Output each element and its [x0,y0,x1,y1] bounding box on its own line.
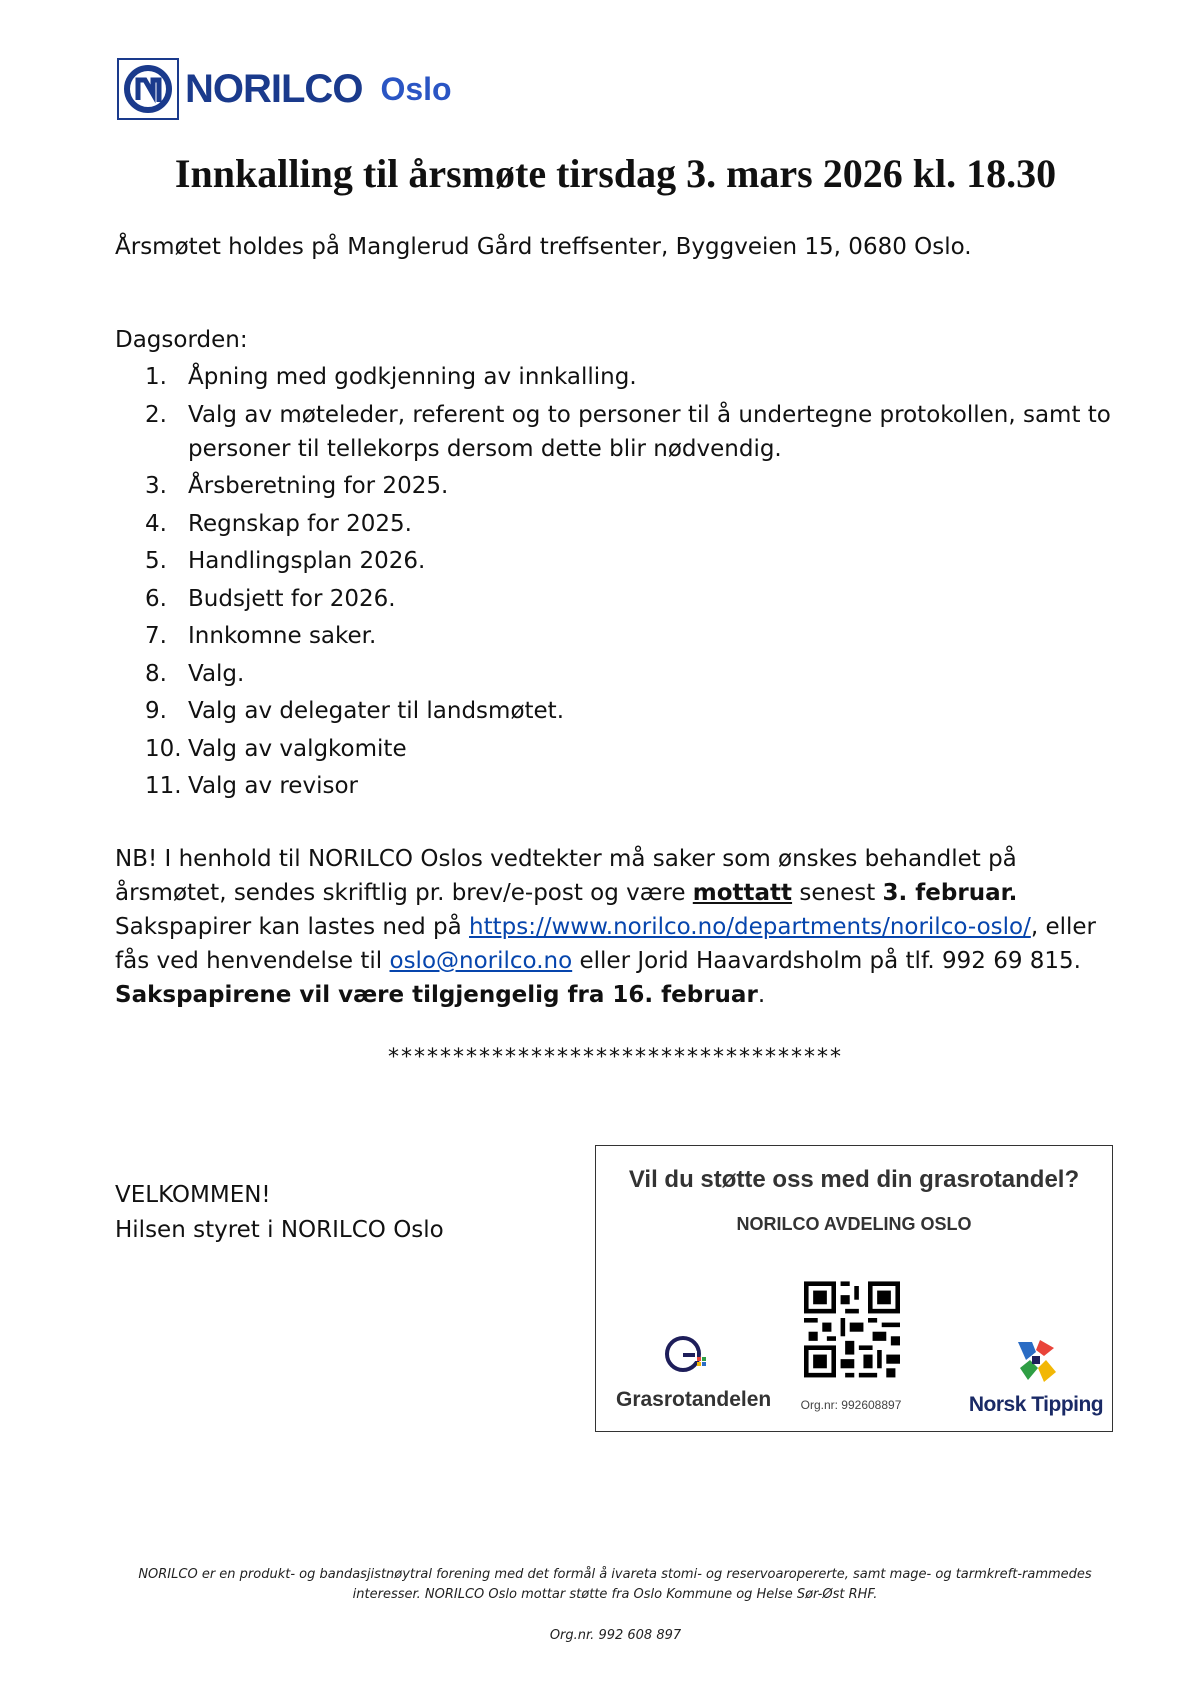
footer-text: NORILCO er en produkt- og bandasjistnøytral forening med det formål å ivareta stomi- og reservoaropererte, samt mage- og tarmkreft-rammedes interesser. NORILCO Oslo mottar støtte fra Oslo Kommune og Helse Sør-Øst RHF. [138,1567,1092,1602]
norsk-tipping-label: Norsk Tipping [968,1393,1104,1416]
agenda-item: 9. Valg av delegater til landsmøtet. [145,698,565,724]
separator: *********************************** [388,1045,843,1070]
qr-code-icon[interactable] [804,1281,900,1387]
page-title: Innkalling til årsmøte tirsdag 3. mars 2026 kl. 18.30 [174,151,1057,196]
received-emphasis: mottatt [692,880,793,906]
agenda-item: 3. Årsberetning for 2025. [145,473,449,499]
logo-city: Oslo [380,70,452,107]
grasrotandelen-logo [616,1331,772,1412]
agenda-item: 2. Valg av møteleder, referent og to personer til å undertegne protokollen, samt to personer til tellekorps dersom dette blir nødvendig. [145,401,1111,462]
logo-brand: NORILCO [185,66,363,111]
norilco-logo [117,58,452,120]
agenda-item: 5. Handlingsplan 2026. [145,548,426,574]
agenda-item: 10. Valg av valgkomite [145,735,407,762]
agenda-item: 6. Budsjett for 2026. [145,585,396,612]
welcome-block [115,1178,444,1248]
agenda-item: 7. Innkomne saker. [145,623,377,649]
agenda-heading: Dagsorden: [115,327,248,353]
availability-note: Sakspapirene vil være tilgjengelig fra 16. februar [115,982,758,1008]
agenda-item: 4. Regnskap for 2025. [145,510,412,537]
grasrot-org-name: NORILCO AVDELING OSLO [736,1214,972,1234]
documents-link[interactable]: https://www.norilco.no/departments/norilco-oslo/ [469,914,1031,940]
agenda-item: 11. Valg av revisor [145,773,358,799]
deadline-date: 3. februar. [882,880,1018,906]
agenda-item: 8. Valg. [145,660,245,687]
norsk-tipping-logo [966,1338,1106,1417]
welcome-line: VELKOMMEN! [115,1182,271,1208]
grasrot-orgnr: Org.nr: 992608897 [800,1398,902,1412]
agenda-list [115,360,1125,807]
grasrot-g-icon [661,1331,711,1377]
norilco-emblem-icon [117,58,179,120]
grasrot-question: Vil du støtte oss med din grasrotandel? [628,1166,1080,1193]
greeting-line: Hilsen styret i NORILCO Oslo [115,1217,444,1243]
venue-text: Årsmøtet holdes på Manglerud Gård treffsenter, Byggveien 15, 0680 Oslo. [115,234,972,260]
footer-orgnr: Org.nr. 992 608 897 [549,1628,682,1643]
notice-paragraph: NB! I henhold til NORILCO Oslos vedtekter må saker som ønskes behandlet på årsmøtet, sendes skriftlig pr. brev/e-post og være mottatt senest 3. februar. Sakspapirer kan lastes ned på https://www.norilco.no/departments/norilco-oslo/, eller fås ved henvendelse til oslo@norilco.no eller Jorid Haavardsholm på tlf. 992 69 815. Sakspapirene vil være tilgjengelig fra 16. februar. [115,846,1097,1008]
email-link[interactable]: oslo@norilco.no [389,948,573,974]
grasrot-box [595,1145,1113,1432]
grasrotandelen-label: Grasrotandelen [616,1388,772,1411]
norsk-tipping-icon [1014,1338,1058,1384]
agenda-item: 1. Åpning med godkjenning av innkalling. [145,364,637,390]
